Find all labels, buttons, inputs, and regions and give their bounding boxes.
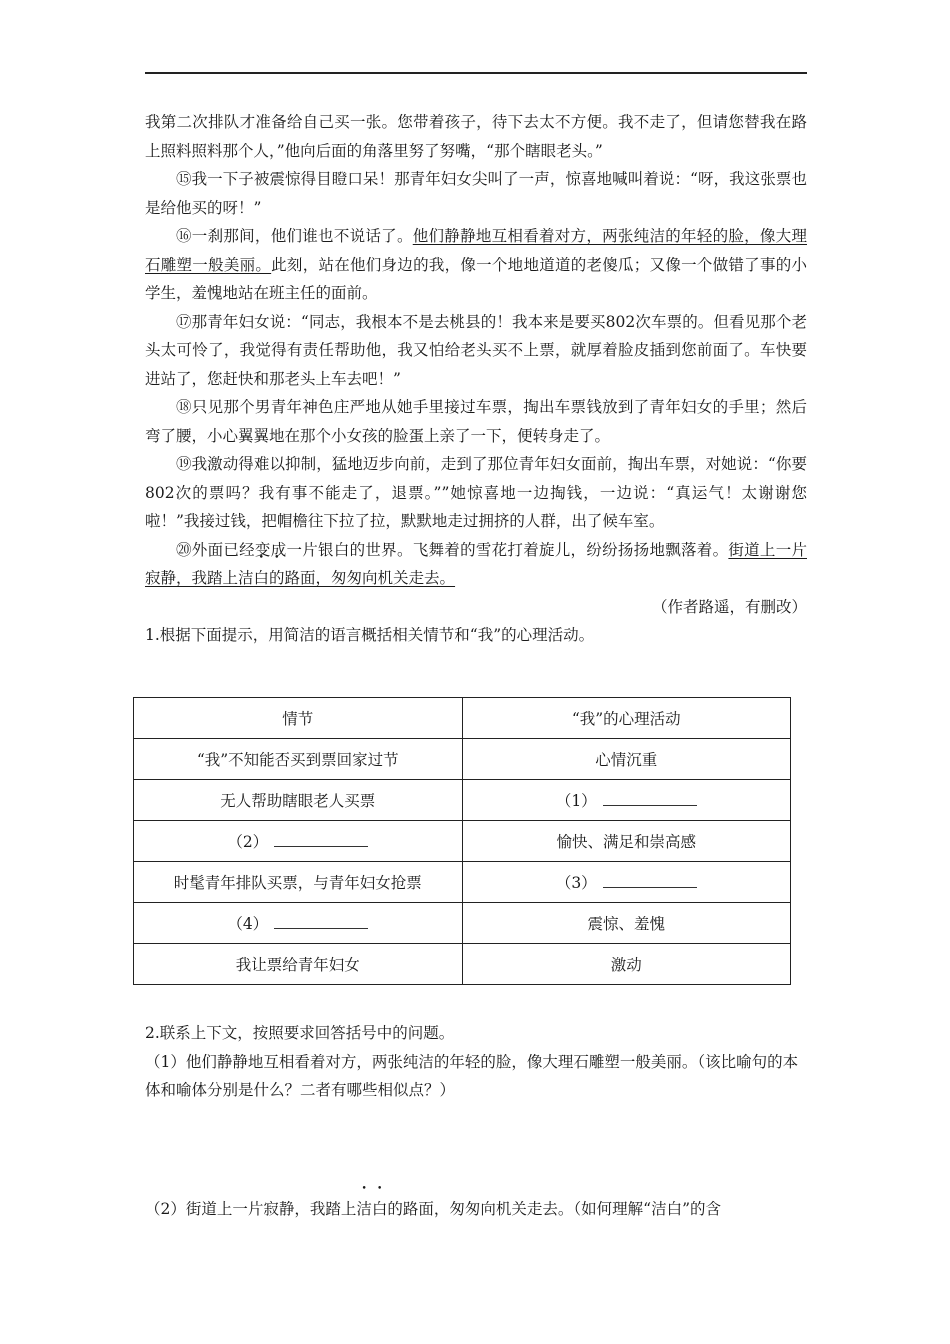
table-row <box>134 821 791 862</box>
blank-label-2: （2） <box>227 833 269 851</box>
paragraph-17: ⑰那青年妇女说：“同志，我根本不是去桃县的！我本来是要买802次车票的。但看见那个老头太可怜了，我觉得有责任帮助他，我又怕给老头买不上票，就厚着脸皮插到您前面了。车快要进站了，您赶快和那老头上车去吧！” <box>145 312 807 388</box>
underlined-simile-sentence: 他们静静地互相看着对方，两张纯洁的年轻的脸，像大理石雕塑一般美丽。 <box>145 227 807 274</box>
paragraph-19: ⑲我激动得难以抑制，猛地迈步向前，走到了那位青年妇女面前，掏出车票，对她说：“你要802次的票吗？我有事不能走了，退票。””她惊喜地一边掏钱，一边说：“真运气！太谢谢您啦！”我接过钱，把帽檐往下拉了拉，默默地走过拥挤的人群，出了候车室。 <box>145 455 807 530</box>
question-2-prompt: 2.联系上下文，按照要求回答括号中的问题。 <box>145 1024 455 1042</box>
table-row <box>134 739 791 780</box>
blank-label-1: （1） <box>555 792 597 810</box>
passage <box>145 108 807 650</box>
table-row <box>134 780 791 821</box>
blank-label-3: （3） <box>555 874 597 892</box>
sub-2-end: 的路面，匆匆向机关走去。（如何理解“洁白”的含 <box>387 1200 722 1218</box>
header-emotion: “我”的心理活动 <box>462 698 791 739</box>
street-sentence-start: 街道上一片寂静，我踏上 <box>145 540 807 587</box>
blank-label-4: （4） <box>227 915 269 933</box>
plot-cell: 无人帮助瞎眼老人买票 <box>134 780 463 821</box>
paragraph-20 <box>145 536 807 593</box>
paragraph-20-intro: ⑳外面已经变成一片银白的世界。飞舞着的雪花打着旋儿，纷纷扬扬地飘落着。 <box>176 540 729 559</box>
plot-cell <box>134 903 463 944</box>
answer-blank-3[interactable] <box>603 873 697 888</box>
emotion-cell: 激动 <box>462 944 791 985</box>
emphasis-char-bai: 白 <box>371 1200 388 1218</box>
plot-cell <box>134 821 463 862</box>
attribution: （作者路遥，有删改） <box>651 597 807 616</box>
answer-blank-4[interactable] <box>274 914 368 929</box>
table-row <box>134 903 791 944</box>
emphasis-char-bai: 白 <box>253 569 270 587</box>
plot-cell: 时髦青年排队买票，与青年妇女抢票 <box>134 862 463 903</box>
paragraph-continued: 我第二次排队才准备给自己买一张。您带着孩子，待下去太不方便。我不走了，但请您替我在路上照料照料那个人，”他向后面的角落里努了努嘴，“那个瞎眼老头。” <box>145 113 807 160</box>
answer-blank-1[interactable] <box>603 791 697 806</box>
question-2-sub-2 <box>145 1195 807 1224</box>
paragraph-18: ⑱只见那个男青年神色庄严地从她手里接过车票，掏出车票钱放到了青年妇女的手里；然后弯了腰，小心翼翼地在那个小女孩的脸蛋上亲了一下，便转身走了。 <box>145 398 807 445</box>
header-rule <box>145 72 807 74</box>
plot-cell: “我”不知能否买到票回家过节 <box>134 739 463 780</box>
paragraph-15: ⑮我一下子被震惊得目瞪口呆！那青年妇女尖叫了一声，惊喜地喊叫着说：“呀，我这张票也是给他买的呀！” <box>145 170 807 217</box>
emotion-cell: 愉快、满足和崇高感 <box>462 821 791 862</box>
answer-blank-2[interactable] <box>274 832 368 847</box>
paragraph-16-intro: ⑯一刹那间，他们谁也不说话了。 <box>176 227 413 245</box>
paragraph-16-rest: 此刻，站在他们身边的我，像一个地地道道的老傻瓜；又像一个做错了事的小学生，羞愧地站在班主任的面前。 <box>145 255 807 302</box>
emotion-cell: 震惊、羞愧 <box>462 903 791 944</box>
emphasis-char-jie: 洁 <box>356 1200 372 1218</box>
table-row <box>134 944 791 985</box>
paragraph-16 <box>145 222 807 308</box>
table-header-row <box>134 698 791 739</box>
question-2-sub-1: （1）他们静静地互相看着对方，两张纯洁的年轻的脸，像大理石雕塑一般美丽。（该比喻句的本体和喻体分别是什么？二者有哪些相似点？） <box>145 1052 799 1099</box>
emphasis-char-jie: 洁 <box>238 569 254 587</box>
question-1-prompt: 1.根据下面提示，用简洁的语言概括相关情节和“我”的心理活动。 <box>145 626 595 644</box>
question-2 <box>145 1019 807 1105</box>
plot-emotion-table <box>133 697 791 985</box>
emotion-cell <box>462 780 791 821</box>
street-sentence-end: 的路面，匆匆向机关走去。 <box>269 569 456 587</box>
plot-cell: 我让票给青年妇女 <box>134 944 463 985</box>
emotion-cell <box>462 862 791 903</box>
header-plot: 情节 <box>134 698 463 739</box>
sub-2-start: （2）街道上一片寂静，我踏上 <box>145 1200 357 1218</box>
emotion-cell: 心情沉重 <box>462 739 791 780</box>
table-row <box>134 862 791 903</box>
